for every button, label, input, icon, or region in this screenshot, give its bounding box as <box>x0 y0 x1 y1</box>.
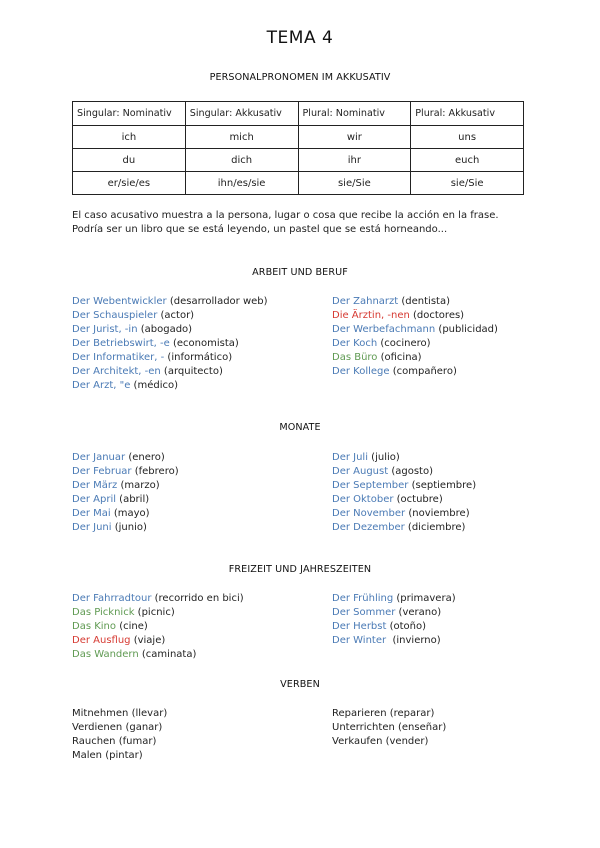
vocab-term: Das Büro <box>332 352 378 363</box>
vocab-item <box>332 606 456 620</box>
vocab-term: Der Jurist, -in <box>72 324 138 335</box>
vocab-translation: (médico) <box>130 380 178 391</box>
vocab-translation: (informático) <box>164 352 233 363</box>
vocab-item <box>332 465 476 479</box>
explanation-line: El caso acusativo muestra a la persona, lugar o cosa que recibe la acción en la frase. <box>72 210 499 221</box>
vocab-term: Das Kino <box>72 621 117 632</box>
vocab-term: Der April <box>72 494 116 505</box>
table-cell: er/sie/es <box>73 172 186 195</box>
table-cell: sie/Sie <box>411 172 524 195</box>
vocab-translation: (mayo) <box>110 508 150 519</box>
vocab-item <box>332 323 498 337</box>
section-heading-freizeit: FREIZEIT UND JAHRESZEITEN <box>228 564 372 575</box>
vocab-item <box>72 479 179 493</box>
vocab-item <box>72 365 268 379</box>
vocab-item <box>72 323 268 337</box>
vocab-term: Der Winter <box>332 635 387 646</box>
vocab-item <box>332 365 498 379</box>
table-cell: wir <box>298 126 411 149</box>
vocab-translation: (fumar) <box>115 736 157 747</box>
vocab-list-right <box>332 451 476 535</box>
vocab-translation: (reparar) <box>386 708 435 719</box>
vocab-term: Der August <box>332 466 389 477</box>
vocab-term: Der September <box>332 480 409 491</box>
vocab-item <box>72 721 167 735</box>
vocab-item <box>72 493 179 507</box>
vocab-translation: (actor) <box>157 310 195 321</box>
vocab-item <box>332 337 498 351</box>
vocab-list-right <box>332 592 456 648</box>
vocab-list-left <box>72 592 244 662</box>
vocab-translation: (vender) <box>382 736 429 747</box>
vocab-item <box>332 721 446 735</box>
vocab-translation: (ganar) <box>122 722 163 733</box>
vocab-list-right <box>332 707 446 749</box>
vocab-term: Der Informatiker, - <box>72 352 165 363</box>
vocab-translation: (octubre) <box>393 494 443 505</box>
table-cell: ihn/es/sie <box>185 172 298 195</box>
section-heading-arbeit: ARBEIT UND BERUF <box>252 267 348 278</box>
vocab-translation: (verano) <box>395 607 442 618</box>
vocab-item <box>72 735 167 749</box>
vocab-item <box>332 295 498 309</box>
vocab-translation: (otoño) <box>386 621 427 632</box>
vocab-translation: (recorrido en bici) <box>151 593 244 604</box>
vocab-term: Reparieren <box>332 708 387 719</box>
vocab-term: Der Kollege <box>332 366 390 377</box>
vocab-item <box>72 295 268 309</box>
vocab-translation: (publicidad) <box>435 324 498 335</box>
vocab-item <box>72 749 167 763</box>
table-cell: ihr <box>298 149 411 172</box>
table-row <box>73 126 524 149</box>
vocab-translation: (septiembre) <box>408 480 477 491</box>
table-cell: uns <box>411 126 524 149</box>
vocab-translation: (diciembre) <box>404 522 466 533</box>
vocab-term: Der Dezember <box>332 522 405 533</box>
vocab-translation: (marzo) <box>117 480 160 491</box>
vocab-translation: (pintar) <box>102 750 143 761</box>
vocab-term: Der Betriebswirt, -e <box>72 338 170 349</box>
vocab-term: Der Ausflug <box>72 635 131 646</box>
vocab-translation: (cine) <box>116 621 148 632</box>
vocab-item <box>332 592 456 606</box>
vocab-term: Der Arzt, "e <box>72 380 131 391</box>
vocab-term: Der Februar <box>72 466 132 477</box>
table-cell: du <box>73 149 186 172</box>
vocab-term: Der Schauspieler <box>72 310 158 321</box>
vocab-term: Der Juni <box>72 522 112 533</box>
vocab-term: Der Koch <box>332 338 378 349</box>
table-header-cell: Singular: Nominativ <box>73 102 186 126</box>
vocab-translation: (noviembre) <box>405 508 470 519</box>
vocab-item <box>72 379 268 393</box>
table-cell: ich <box>73 126 186 149</box>
vocab-item <box>72 521 179 535</box>
vocab-term: Der Webentwickler <box>72 296 167 307</box>
vocab-translation: (enseñar) <box>394 722 447 733</box>
vocab-item <box>72 351 268 365</box>
vocab-item <box>332 620 456 634</box>
vocab-translation: (invierno) <box>386 635 441 646</box>
vocab-item <box>332 309 498 323</box>
table-cell: euch <box>411 149 524 172</box>
table-header-cell: Plural: Akkusativ <box>411 102 524 126</box>
table-row <box>73 149 524 172</box>
vocab-item <box>332 521 476 535</box>
table-header-cell: Singular: Akkusativ <box>185 102 298 126</box>
vocab-list-right <box>332 295 498 379</box>
vocab-item <box>72 507 179 521</box>
vocab-term: Rauchen <box>72 736 116 747</box>
vocab-term: Der Werbefachmann <box>332 324 436 335</box>
table-cell: dich <box>185 149 298 172</box>
vocab-item <box>72 634 244 648</box>
vocab-translation: (dentista) <box>398 296 450 307</box>
vocab-item <box>332 451 476 465</box>
pronouns-table <box>72 101 524 195</box>
vocab-translation: (enero) <box>125 452 165 463</box>
vocab-list-left <box>72 707 167 763</box>
vocab-term: Der Mai <box>72 508 111 519</box>
vocab-term: Der November <box>332 508 406 519</box>
vocab-item <box>72 309 268 323</box>
vocab-list-left <box>72 451 179 535</box>
vocab-item <box>72 648 244 662</box>
vocab-translation: (viaje) <box>130 635 166 646</box>
vocab-term: Das Picknick <box>72 607 135 618</box>
vocab-term: Mitnehmen <box>72 708 129 719</box>
section-heading-verben: VERBEN <box>280 679 320 690</box>
vocab-term: Malen <box>72 750 103 761</box>
vocab-translation: (agosto) <box>388 466 433 477</box>
vocab-translation: (caminata) <box>138 649 197 660</box>
vocab-translation: (oficina) <box>377 352 422 363</box>
vocab-item <box>332 735 446 749</box>
explanation-line: Podría ser un libro que se está leyendo, un pastel que se está horneando... <box>72 224 448 235</box>
vocab-translation: (doctores) <box>409 310 465 321</box>
vocab-term: Der Sommer <box>332 607 396 618</box>
table-cell: sie/Sie <box>298 172 411 195</box>
vocab-translation: (abogado) <box>137 324 193 335</box>
vocab-item <box>72 337 268 351</box>
vocab-item <box>72 620 244 634</box>
vocab-term: Verdienen <box>72 722 123 733</box>
vocab-translation: (desarrollador web) <box>166 296 268 307</box>
page-title: TEMA 4 <box>266 28 334 48</box>
vocab-list-left <box>72 295 268 393</box>
vocab-translation: (compañero) <box>389 366 457 377</box>
vocab-item <box>332 634 456 648</box>
vocab-item <box>332 493 476 507</box>
vocab-item <box>332 707 446 721</box>
vocab-item <box>72 465 179 479</box>
table-cell: mich <box>185 126 298 149</box>
vocab-translation: (llevar) <box>128 708 168 719</box>
explanation-paragraph <box>72 209 532 237</box>
vocab-term: Der Fahrradtour <box>72 593 152 604</box>
vocab-term: Der Januar <box>72 452 126 463</box>
vocab-item <box>332 479 476 493</box>
vocab-term: Unterrichten <box>332 722 395 733</box>
vocab-term: Der Juli <box>332 452 368 463</box>
vocab-item <box>72 707 167 721</box>
vocab-item <box>72 606 244 620</box>
vocab-term: Verkaufen <box>332 736 383 747</box>
table-header-row <box>73 102 524 126</box>
table-header-cell: Plural: Nominativ <box>298 102 411 126</box>
vocab-term: Der Frühling <box>332 593 394 604</box>
vocab-term: Der März <box>72 480 118 491</box>
vocab-translation: (picnic) <box>134 607 175 618</box>
vocab-item <box>72 451 179 465</box>
vocab-item <box>72 592 244 606</box>
section-heading-monate: MONATE <box>279 422 321 433</box>
vocab-translation: (junio) <box>111 522 147 533</box>
vocab-term: Der Oktober <box>332 494 394 505</box>
vocab-item <box>332 351 498 365</box>
vocab-term: Der Zahnarzt <box>332 296 399 307</box>
vocab-term: Der Architekt, -en <box>72 366 161 377</box>
vocab-term: Der Herbst <box>332 621 387 632</box>
vocab-translation: (economista) <box>169 338 239 349</box>
vocab-term: Die Ärztin, -nen <box>332 310 410 321</box>
vocab-translation: (julio) <box>368 452 400 463</box>
vocab-item <box>332 507 476 521</box>
vocab-translation: (abril) <box>116 494 150 505</box>
vocab-translation: (febrero) <box>131 466 179 477</box>
table-row <box>73 172 524 195</box>
vocab-translation: (cocinero) <box>377 338 431 349</box>
vocab-term: Das Wandern <box>72 649 139 660</box>
vocab-translation: (arquitecto) <box>160 366 223 377</box>
vocab-translation: (primavera) <box>393 593 456 604</box>
pronouns-heading: PERSONALPRONOMEN IM AKKUSATIV <box>209 72 391 83</box>
